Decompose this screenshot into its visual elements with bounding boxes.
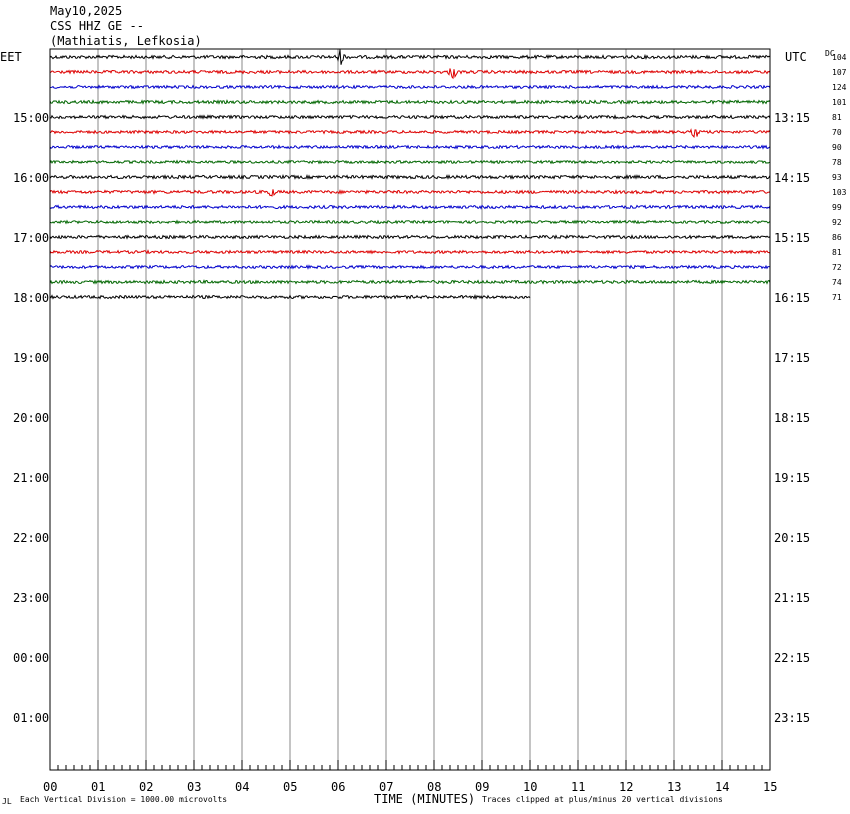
- seismic-trace-8: [50, 161, 770, 164]
- seismic-trace-11: [50, 206, 770, 209]
- seismic-trace-12: [50, 221, 770, 224]
- dc-value: 81: [832, 248, 842, 257]
- seismic-trace-7: [50, 146, 770, 149]
- x-tick-label: 14: [715, 780, 730, 794]
- x-tick-label: 11: [571, 780, 586, 794]
- x-tick-label: 01: [91, 780, 106, 794]
- right-hour-label: 20:15: [774, 531, 811, 545]
- dc-value: 124: [832, 83, 847, 92]
- left-hour-label: 01:00: [13, 711, 50, 725]
- x-tick-label: 15: [763, 780, 778, 794]
- corner-mark: JL: [2, 797, 12, 806]
- seismic-trace-10: [50, 189, 770, 196]
- seismic-trace-9: [50, 175, 770, 178]
- right-hour-label: 22:15: [774, 651, 811, 665]
- minute-grid: [98, 49, 722, 770]
- dc-value: 90: [832, 143, 842, 152]
- left-hour-label: 16:00: [13, 171, 50, 185]
- right-hour-label: 16:15: [774, 291, 811, 305]
- dc-value: 72: [832, 263, 842, 272]
- x-axis-ticks: [50, 760, 770, 770]
- dc-value: 78: [832, 158, 842, 167]
- seismic-trace-15: [50, 266, 770, 269]
- x-tick-label: 08: [427, 780, 442, 794]
- right-hour-label: 19:15: [774, 471, 811, 485]
- seismic-trace-14: [50, 251, 770, 254]
- seismic-trace-13: [50, 236, 770, 239]
- x-tick-label: 13: [667, 780, 682, 794]
- dc-value: 71: [832, 293, 842, 302]
- seismic-trace-6: [50, 130, 770, 137]
- right-hour-label: 13:15: [774, 111, 811, 125]
- right-hour-label: 23:15: [774, 711, 811, 725]
- left-hour-label: 18:00: [13, 291, 50, 305]
- seismic-trace-3: [50, 86, 770, 89]
- dc-value: 86: [832, 233, 842, 242]
- dc-value: 81: [832, 113, 842, 122]
- seismic-trace-2: [50, 68, 770, 78]
- left-hour-label: 19:00: [13, 351, 50, 365]
- right-hour-label: 17:15: [774, 351, 811, 365]
- left-hour-label: 22:00: [13, 531, 50, 545]
- seismic-trace-16: [50, 281, 770, 284]
- dc-value: 70: [832, 128, 842, 137]
- x-tick-label: 03: [187, 780, 202, 794]
- x-tick-label: 02: [139, 780, 154, 794]
- x-tick-label: 10: [523, 780, 538, 794]
- right-zone-label: UTC: [785, 50, 807, 64]
- seismic-trace-5: [50, 116, 770, 119]
- dc-value: 101: [832, 98, 847, 107]
- dc-value: 93: [832, 173, 842, 182]
- left-hour-label: 15:00: [13, 111, 50, 125]
- x-tick-label: 09: [475, 780, 490, 794]
- dc-value: 107: [832, 68, 847, 77]
- scale-note: Each Vertical Division = 1000.00 microvolts: [20, 795, 228, 804]
- clip-note: Traces clipped at plus/minus 20 vertical divisions: [482, 795, 723, 804]
- dc-value: 104: [832, 53, 847, 62]
- x-tick-label: 04: [235, 780, 250, 794]
- x-tick-label: 07: [379, 780, 394, 794]
- plot-frame: [50, 49, 770, 770]
- right-hour-label: 15:15: [774, 231, 811, 245]
- left-hour-label: 00:00: [13, 651, 50, 665]
- seismic-traces: [50, 50, 770, 299]
- right-hour-label: 21:15: [774, 591, 811, 605]
- right-hour-label: 18:15: [774, 411, 811, 425]
- right-hour-label: 14:15: [774, 171, 811, 185]
- seismic-trace-1: [50, 50, 770, 65]
- station-label: CSS HHZ GE --: [50, 19, 144, 33]
- location-label: (Mathiatis, Lefkosia): [50, 34, 202, 48]
- x-tick-label: 00: [43, 780, 58, 794]
- x-tick-label: 05: [283, 780, 298, 794]
- left-hour-label: 23:00: [13, 591, 50, 605]
- left-zone-label: EET: [0, 50, 22, 64]
- dc-value: 74: [832, 278, 842, 287]
- date-label: May10,2025: [50, 4, 123, 18]
- dc-value: 103: [832, 188, 847, 197]
- dc-value: 99: [832, 203, 842, 212]
- x-axis-title: TIME (MINUTES): [374, 792, 476, 806]
- dc-value: 92: [832, 218, 842, 227]
- seismic-trace-4: [50, 101, 770, 104]
- left-hour-label: 17:00: [13, 231, 50, 245]
- x-tick-label: 06: [331, 780, 346, 794]
- dc-label: DC: [825, 49, 835, 58]
- x-tick-label: 12: [619, 780, 634, 794]
- left-hour-label: 21:00: [13, 471, 50, 485]
- left-hour-label: 20:00: [13, 411, 50, 425]
